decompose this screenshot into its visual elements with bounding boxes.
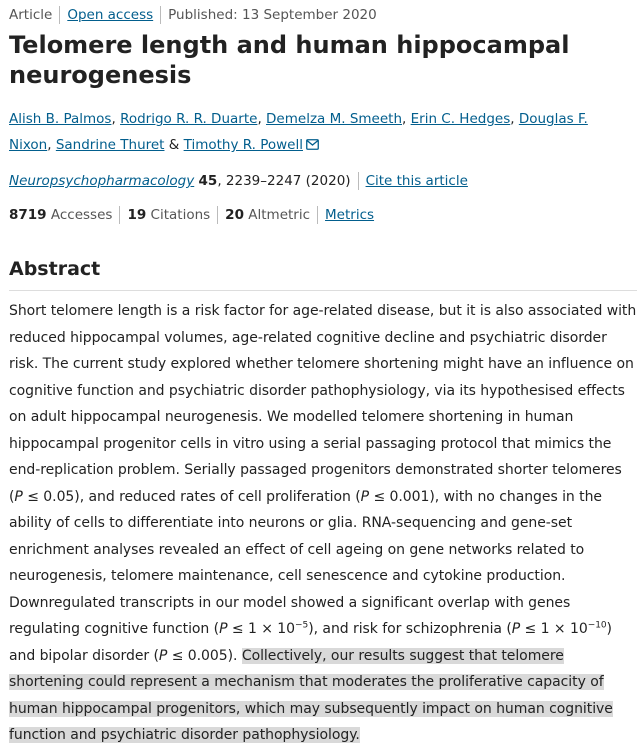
p-symbol: P bbox=[219, 621, 228, 637]
exponent: −10 bbox=[587, 620, 607, 631]
author-separator: , bbox=[510, 111, 519, 127]
abstract-part: ≤ 0.005). bbox=[167, 647, 242, 664]
highlighted-selection[interactable]: Collectively, our results suggest that telomere shortening could represent a mechanism that moderates the proliferative capacity of human hippocampal progenitors, which may subsequently impact on human cognitive function and psychiatric disorder pathophysiology. bbox=[9, 647, 613, 743]
author-list bbox=[9, 106, 629, 159]
abstract-part: Short telomere length is a risk factor for age-related disease, but it is also associated with reduced hippocampal volumes, age-related cognitive decline and psychiatric disorder risk. The current study explored whether telomere shortening might have an influence on cognitive function and psychiatric disorder pathophysiology, via its hypothesised effects on adult hippocampal neurogenesis. We modelled telomere shortening in human hippocampal progenitor cells in vitro using a serial passaging protocol that mimics the end-replication problem. Serially passaged progenitors demonstrated shorter telomeres ( bbox=[9, 303, 637, 505]
p-symbol: P bbox=[360, 488, 370, 505]
p-symbol: P bbox=[511, 621, 521, 637]
mail-icon[interactable] bbox=[306, 133, 319, 159]
author-separator: , bbox=[257, 111, 267, 127]
abstract-part: ) and bipolar disorder ( bbox=[9, 621, 612, 664]
section-divider bbox=[9, 290, 637, 291]
author-separator: , bbox=[47, 137, 56, 153]
article-title: Telomere length and human hippocampal neurogenesis bbox=[9, 31, 570, 89]
author-link[interactable]: Timothy R. Powell bbox=[183, 137, 303, 153]
metrics-link[interactable]: Metrics bbox=[325, 207, 375, 223]
article-meta bbox=[9, 6, 377, 24]
separator bbox=[160, 6, 161, 24]
accesses-count: 8719 bbox=[9, 207, 47, 223]
altmetric-score: 20 bbox=[225, 207, 244, 223]
citations-count: 19 bbox=[127, 207, 147, 223]
author-separator: , bbox=[111, 111, 121, 127]
p-symbol: P bbox=[158, 647, 168, 664]
exponent: −5 bbox=[295, 620, 309, 631]
author-link[interactable]: Rodrigo R. R. Duarte bbox=[120, 111, 258, 127]
abstract-text bbox=[9, 298, 637, 749]
published-date: Published: 13 September 2020 bbox=[168, 7, 377, 23]
pages-year: , 2239–2247 (2020) bbox=[217, 173, 351, 189]
abstract-heading: Abstract bbox=[9, 258, 101, 280]
metrics-row bbox=[9, 206, 374, 224]
abstract-part: ≤ 1 × 10 bbox=[227, 621, 296, 637]
separator bbox=[59, 6, 60, 24]
author-link[interactable]: Douglas F. Nixon bbox=[9, 111, 588, 153]
separator bbox=[317, 206, 318, 224]
author-separator: , bbox=[402, 111, 411, 127]
volume: 45 bbox=[198, 173, 218, 189]
abstract-part: ), and risk for schizophrenia ( bbox=[308, 621, 512, 637]
author-link[interactable]: Sandrine Thuret bbox=[55, 137, 165, 153]
article-type: Article bbox=[9, 7, 53, 23]
cite-article-link[interactable]: Cite this article bbox=[365, 173, 468, 189]
author-link[interactable]: Alish B. Palmos bbox=[9, 111, 112, 127]
p-symbol: P bbox=[14, 488, 23, 505]
abstract-part: ≤ 1 × 10 bbox=[520, 621, 588, 637]
altmetric-label: Altmetric bbox=[248, 207, 311, 223]
separator bbox=[358, 172, 359, 190]
abstract-part: ≤ 0.05), and reduced rates of cell proliferation ( bbox=[22, 488, 361, 505]
author-link[interactable]: Demelza M. Smeeth bbox=[266, 111, 403, 127]
author-link[interactable]: Erin C. Hedges bbox=[410, 111, 511, 127]
citation-row bbox=[9, 172, 468, 190]
author-separator: & bbox=[164, 137, 184, 153]
citations-label: Citations bbox=[150, 207, 211, 223]
abstract-part: ≤ 0.001), with no changes in the ability of cells to differentiate into neurons or glia. RNA-sequencing and gene-set enrichment analyses revealed an effect of cell ageing on gene networks related to neurogenesis, telomere maintenance, cell senescence and cytokine production. Downregulated transcripts in our model showed a significant overlap with genes regulating cognitive function ( bbox=[9, 488, 602, 637]
accesses-label: Accesses bbox=[50, 207, 113, 223]
separator bbox=[119, 206, 120, 224]
open-access-link[interactable]: Open access bbox=[67, 7, 154, 23]
journal-link[interactable]: Neuropsychopharmacology bbox=[9, 173, 195, 189]
separator bbox=[217, 206, 218, 224]
